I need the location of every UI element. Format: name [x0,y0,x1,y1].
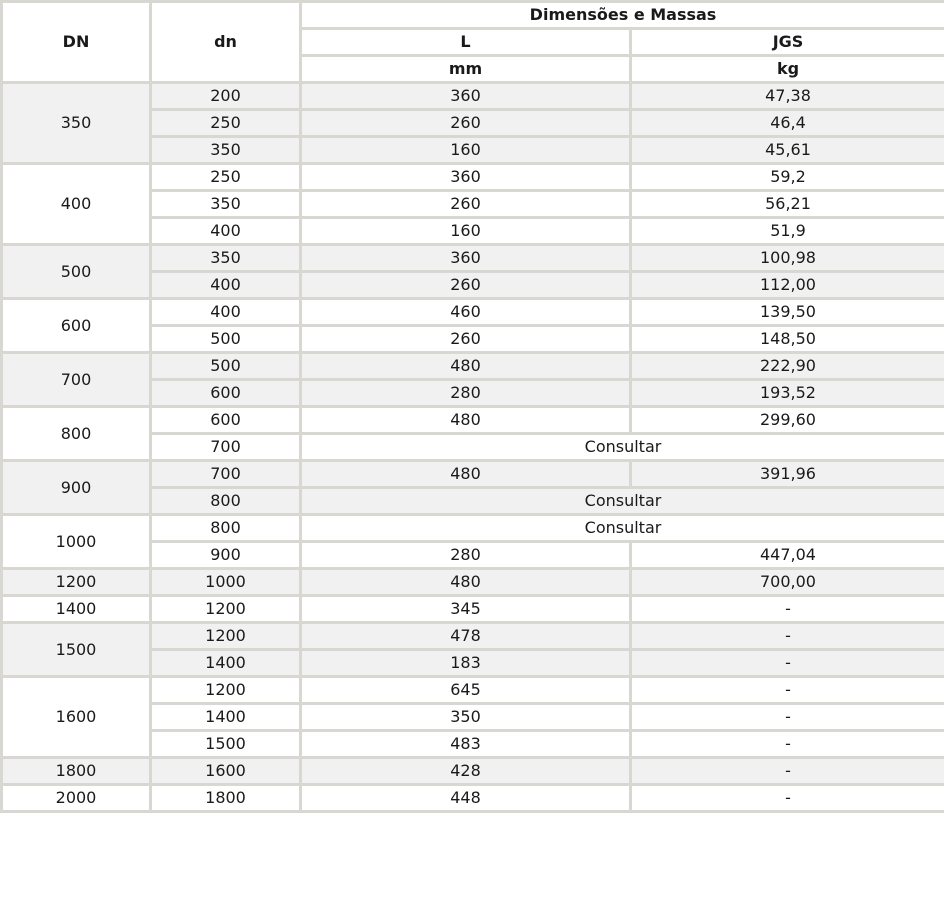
dn-upper-cell: 1500 [2,623,151,677]
jgs-cell: 47,38 [631,83,944,110]
l-cell: 480 [301,353,631,380]
l-cell: 345 [301,596,631,623]
l-cell: 645 [301,677,631,704]
jgs-cell: 299,60 [631,407,944,434]
table-row [2,299,944,326]
table-row [2,677,944,704]
jgs-unit-header: kg [631,56,944,83]
dn-upper-cell: 1000 [2,515,151,569]
dn-upper-cell: 2000 [2,785,151,812]
dn-upper-cell: 500 [2,245,151,299]
jgs-cell: - [631,623,944,650]
jgs-cell: - [631,731,944,758]
l-cell: 260 [301,191,631,218]
table-row [2,785,944,812]
dn-upper-cell: 350 [2,83,151,164]
l-cell: 428 [301,758,631,785]
consult-cell: Consultar [301,488,944,515]
jgs-cell: - [631,650,944,677]
l-cell: 260 [301,272,631,299]
table-row [2,596,944,623]
table-row [2,461,944,488]
l-cell: 260 [301,110,631,137]
dn-lower-cell: 500 [151,353,301,380]
dn-upper-cell: 1200 [2,569,151,596]
table-row [2,353,944,380]
l-cell: 280 [301,380,631,407]
dn-lower-cell: 700 [151,434,301,461]
dn-upper-header: DN [2,2,151,83]
l-cell: 448 [301,785,631,812]
jgs-cell: 447,04 [631,542,944,569]
dn-lower-cell: 800 [151,488,301,515]
dn-lower-cell: 800 [151,515,301,542]
dn-lower-cell: 1200 [151,677,301,704]
jgs-cell: 700,00 [631,569,944,596]
l-header: L [301,29,631,56]
jgs-cell: 148,50 [631,326,944,353]
dn-upper-cell: 800 [2,407,151,461]
jgs-cell: 51,9 [631,218,944,245]
dn-lower-cell: 1200 [151,596,301,623]
jgs-cell: - [631,677,944,704]
l-cell: 260 [301,326,631,353]
jgs-header: JGS [631,29,944,56]
dn-lower-cell: 1500 [151,731,301,758]
table-row [2,758,944,785]
dn-upper-cell: 700 [2,353,151,407]
dn-lower-cell: 350 [151,245,301,272]
l-cell: 360 [301,164,631,191]
dn-lower-cell: 250 [151,110,301,137]
l-cell: 480 [301,407,631,434]
l-unit-header: mm [301,56,631,83]
table-body [2,83,944,812]
jgs-cell: 222,90 [631,353,944,380]
jgs-cell: 56,21 [631,191,944,218]
dn-lower-header: dn [151,2,301,83]
l-cell: 480 [301,461,631,488]
l-cell: 360 [301,83,631,110]
jgs-cell: 100,98 [631,245,944,272]
dn-lower-cell: 250 [151,164,301,191]
jgs-cell: - [631,785,944,812]
l-cell: 160 [301,137,631,164]
table-row [2,515,944,542]
header-row-title [2,2,944,29]
table-row [2,245,944,272]
l-cell: 478 [301,623,631,650]
jgs-cell: 46,4 [631,110,944,137]
dn-lower-cell: 600 [151,407,301,434]
dn-lower-cell: 1800 [151,785,301,812]
dn-upper-cell: 900 [2,461,151,515]
table-row [2,569,944,596]
jgs-cell: 193,52 [631,380,944,407]
l-cell: 280 [301,542,631,569]
dn-upper-cell: 1600 [2,677,151,758]
dn-lower-cell: 700 [151,461,301,488]
l-cell: 350 [301,704,631,731]
dn-upper-cell: 1400 [2,596,151,623]
jgs-cell: - [631,758,944,785]
table-row [2,623,944,650]
dn-upper-cell: 1800 [2,758,151,785]
table-row [2,83,944,110]
dn-lower-cell: 500 [151,326,301,353]
dn-lower-cell: 200 [151,83,301,110]
dn-lower-cell: 350 [151,191,301,218]
dn-upper-cell: 600 [2,299,151,353]
dn-lower-cell: 1600 [151,758,301,785]
table-header [2,2,944,83]
l-cell: 483 [301,731,631,758]
consult-cell: Consultar [301,515,944,542]
consult-cell: Consultar [301,434,944,461]
l-cell: 160 [301,218,631,245]
jgs-cell: 391,96 [631,461,944,488]
jgs-cell: 139,50 [631,299,944,326]
jgs-cell: 59,2 [631,164,944,191]
dn-lower-cell: 1000 [151,569,301,596]
dn-upper-cell: 400 [2,164,151,245]
dn-lower-cell: 400 [151,272,301,299]
dn-lower-cell: 400 [151,218,301,245]
l-cell: 183 [301,650,631,677]
dn-lower-cell: 1400 [151,650,301,677]
table-row [2,407,944,434]
dn-lower-cell: 900 [151,542,301,569]
dn-lower-cell: 600 [151,380,301,407]
l-cell: 460 [301,299,631,326]
dn-lower-cell: 1400 [151,704,301,731]
dimensions-masses-header: Dimensões e Massas [301,2,944,29]
l-cell: 360 [301,245,631,272]
jgs-cell: - [631,704,944,731]
dn-lower-cell: 1200 [151,623,301,650]
jgs-cell: 45,61 [631,137,944,164]
table-row [2,164,944,191]
l-cell: 480 [301,569,631,596]
jgs-cell: - [631,596,944,623]
dn-lower-cell: 350 [151,137,301,164]
jgs-cell: 112,00 [631,272,944,299]
dn-lower-cell: 400 [151,299,301,326]
